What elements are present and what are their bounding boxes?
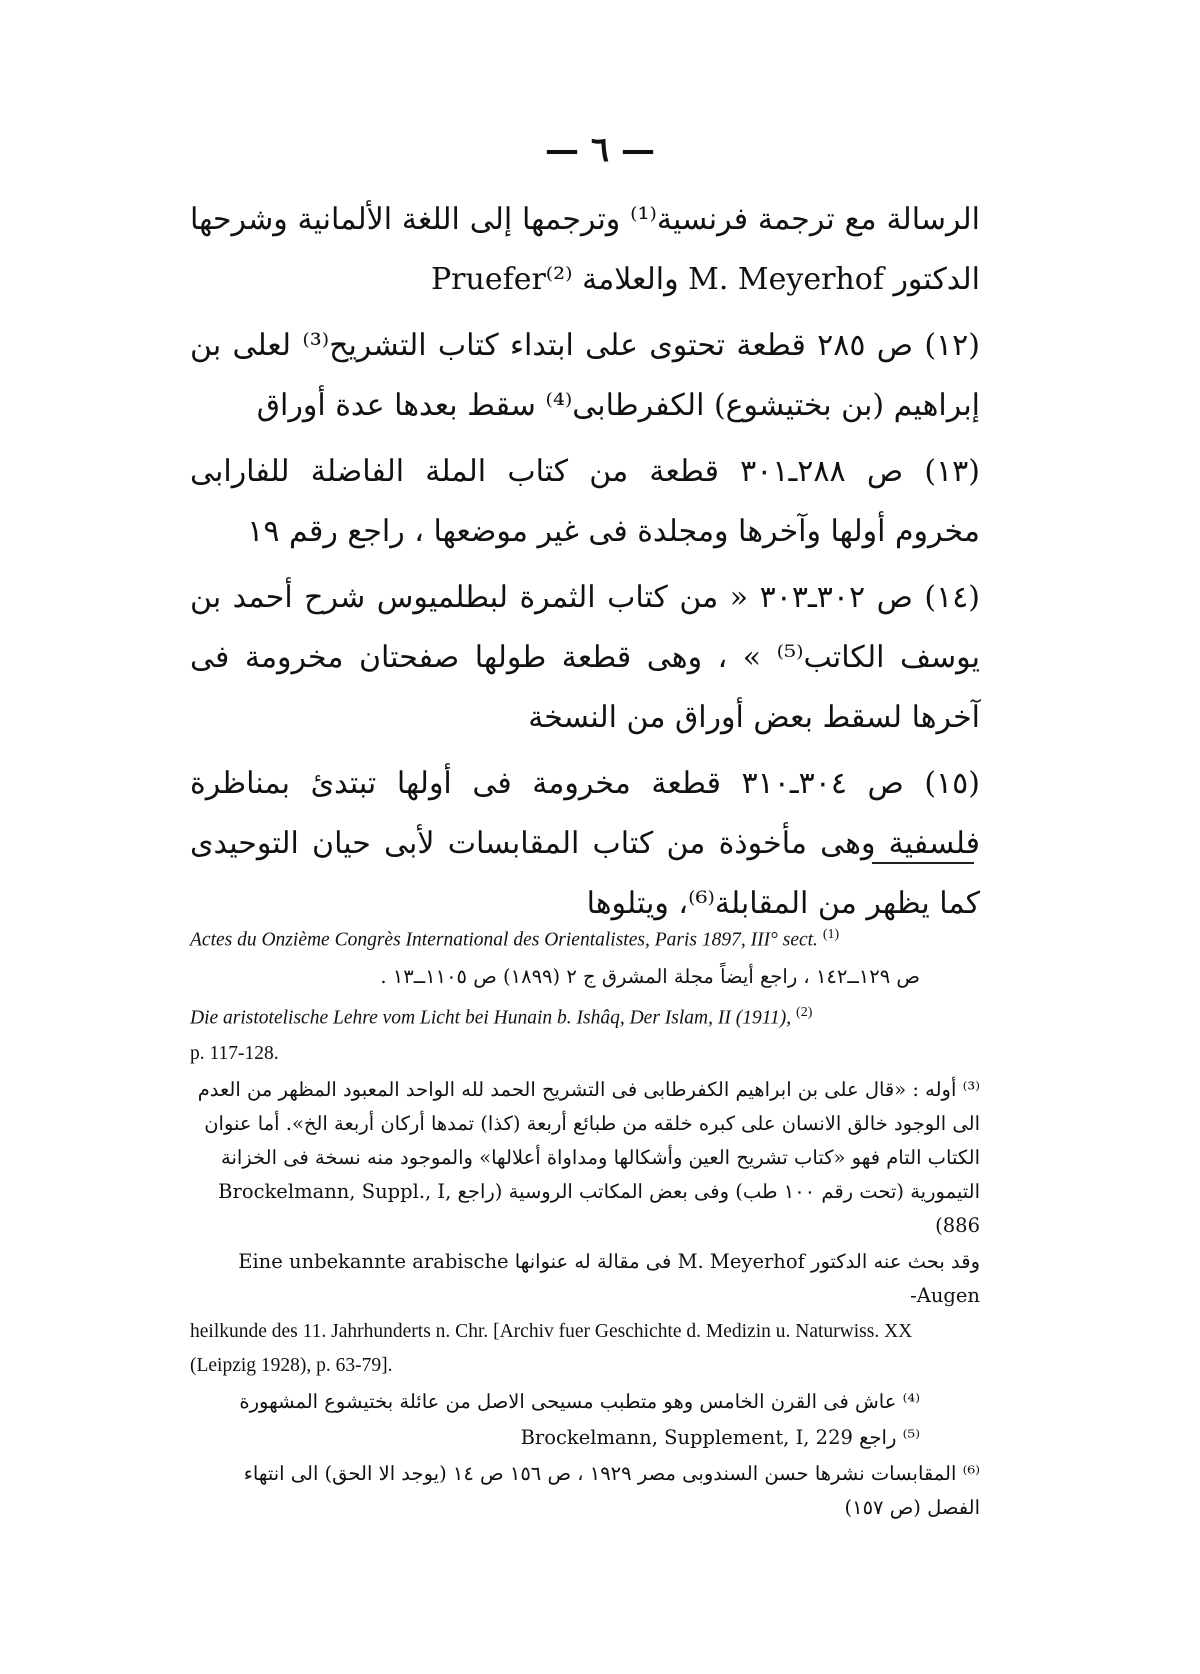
footnote-divider (872, 862, 974, 864)
page-number: — ٦ — (545, 130, 655, 170)
footnote-2-latin (190, 996, 980, 1036)
footnotes (190, 918, 980, 1527)
footnote-5: ⁽⁵⁾ راجع Brockelmann, Supplement, I, 229 (520, 1426, 920, 1449)
footnote-1-number: (1) (822, 927, 840, 942)
footnote-2-pages: p. 117-128. (190, 1043, 279, 1064)
main-text (190, 190, 980, 940)
footnote-1-citation: Actes du Onzième Congrès International des Orientalistes, Paris 1897, III° sect. (190, 929, 818, 951)
footnote-1-latin (190, 918, 980, 958)
footnote-2-number: (2) (796, 1004, 813, 1020)
footnote-4: ⁽⁴⁾ عاش فى القرن الخامس وهو متطبب مسيحى الاصل من عائلة بختيشوع المشهورة (239, 1390, 920, 1413)
paragraph-item-12: (١٢) ص ٢٨٥ قطعة تحتوى على ابتداء كتاب التشريح⁽³⁾ لعلى بن إبراهيم (بن بختيشوع) الكفرطابى⁽⁴⁾ سقط بعدها عدة أوراق (190, 328, 980, 423)
footnote-2-citation: Die aristotelische Lehre vom Licht bei Hunain b. Ishâq, Der Islam, II (1911), (190, 1007, 792, 1028)
paragraph-item-15: (١٥) ص ٣٠٤ـ٣١٠ قطعة مخرومة فى أولها تبتدئ بمناظرة فلسفية وهى مأخوذة من كتاب المقابسات لأبى حيان التوحيدى كما يظهر من المقابلة⁽⁶⁾، ويتلوها (190, 766, 980, 921)
paragraph-item-14: (١٤) ص ٣٠٢ـ٣٠٣ « من كتاب الثمرة لبطلميوس شرح أحمد بن يوسف الكاتب⁽⁵⁾ » ، وهى قطعة طولها صفحتان مخرومة فى آخرها لسقط بعض أوراق من النسخة (190, 580, 981, 735)
paragraph-item-13: (١٣) ص ٢٨٨ـ٣٠١ قطعة من كتاب الملة الفاضلة للفارابى مخروم أولها وآخرها ومجلدة فى غير موضعها ، راجع رقم ١٩ (190, 454, 981, 549)
footnote-1-arabic: ص ١٢٩ــ١٤٢ ، راجع أيضاً مجلة المشرق ج ٢ (١٨٩٩) ص ١١٠٥ــ١٣ . (380, 964, 920, 988)
footnote-3-reference: heilkunde des 11. Jahrhunderts n. Chr. [Archiv fuer Geschichte d. Medizin u. Naturwiss. XX (Leipzig 1928), p. 63-79]. (190, 1321, 913, 1376)
footnote-6: ⁽⁶⁾ المقابسات نشرها حسن السندوبى مصر ١٩٢٩ ، ص ١٥٦ ص ١٤ (يوجد الا الحق) الى انتهاء الفصل (ص ١٥٧) (243, 1462, 980, 1519)
footnote-3-meyerhof: وقد بحث عنه الدكتور M. Meyerhof فى مقالة له عنوانها Eine unbekannte arabische Augen- (238, 1250, 980, 1307)
footnote-3-text: ⁽³⁾ أوله : «قال على بن ابراهيم الكفرطابى فى التشريح الحمد لله الواحد المعبود المظهر من العدم الى الوجود خالق الانسان على كبره خلقه من طبائع أربعة (كذا) تمدها أركان أربعة الخ». أما عنوان الكتاب التام فهو «كتاب تشريح العين وأشكالها ومداواة أعلالها» والموجود منه نسخة فى الخزانة التيمورية (تحت رقم ١٠٠ طب) وفى بعض المكاتب الروسية (راجع Brockelmann, Suppl., I, 886) (197, 1078, 980, 1237)
paragraph-intro: الرسالة مع ترجمة فرنسية⁽¹⁾ وترجمها إلى اللغة الألمانية وشرحها الدكتور M. Meyerhof والعلامة Pruefer⁽²⁾ (190, 202, 980, 297)
